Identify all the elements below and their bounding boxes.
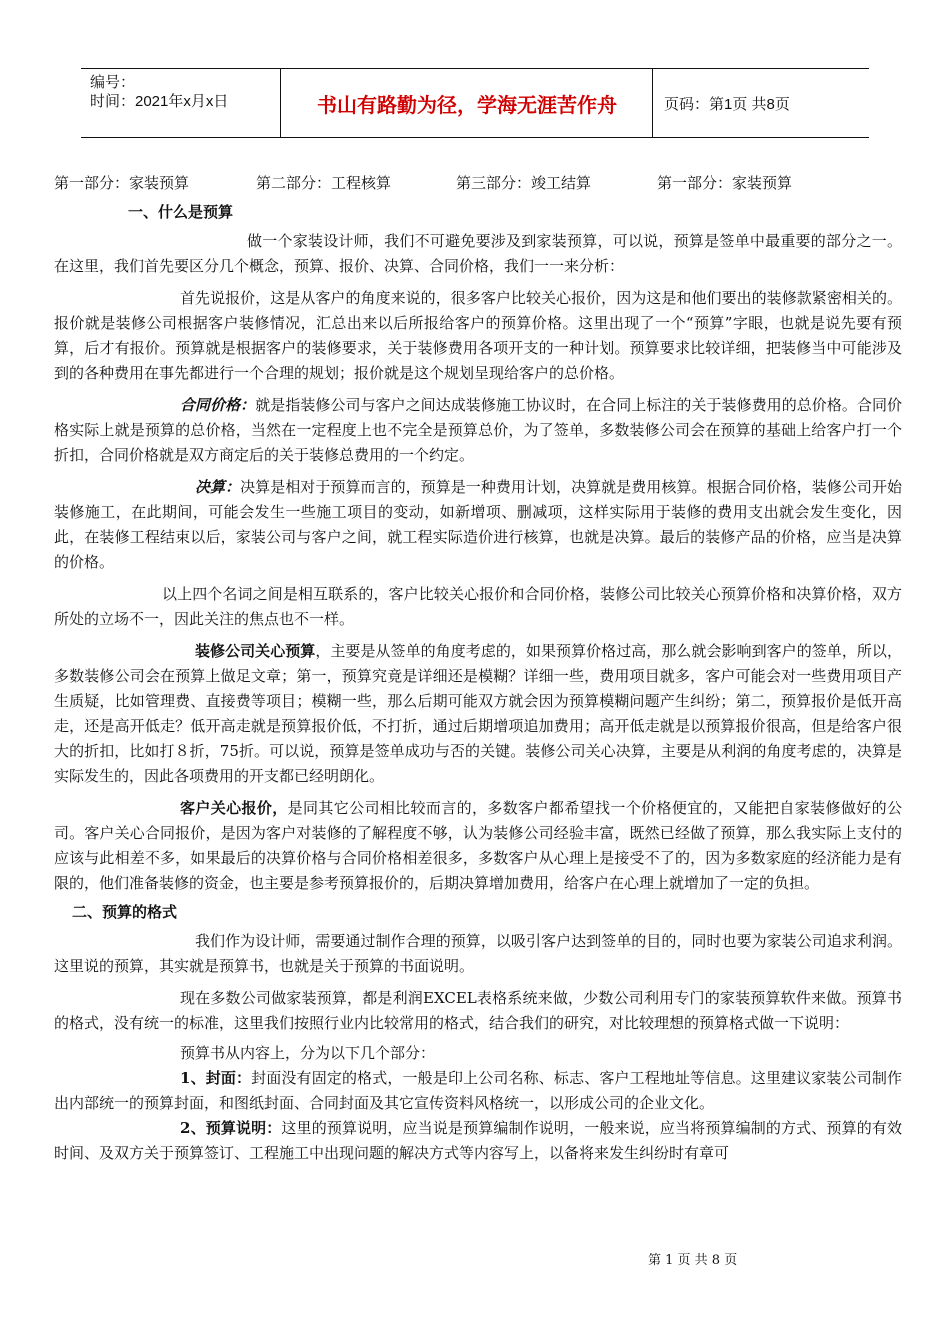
term-label: 客户关心报价， bbox=[180, 799, 288, 817]
term-label: 装修公司关心预算 bbox=[195, 642, 316, 660]
paragraph bbox=[54, 796, 902, 896]
section-index-item: 第二部分：工程核算 bbox=[256, 174, 392, 192]
document-date-label: 时间：2021年x月x日 bbox=[90, 93, 229, 110]
paragraph: 做一个家装设计师，我们不可避免要涉及到家装预算，可以说，预算是签单中最重要的部分之一。在这里，我们首先要区分几个概念，预算、报价、决算、合同价格，我们一一来分析： bbox=[54, 232, 902, 275]
paragraph bbox=[54, 393, 902, 468]
term-label: 1、封面： bbox=[180, 1069, 252, 1087]
section-index-item: 第一部分：家装预算 bbox=[657, 174, 793, 192]
paragraph bbox=[54, 1116, 902, 1166]
paragraph bbox=[54, 1066, 902, 1116]
document-number-label: 编号： bbox=[90, 74, 136, 91]
header-motto: 书山有路勤为径，学海无涯苦作舟 bbox=[282, 69, 653, 137]
header-meta-cell bbox=[81, 69, 281, 137]
term-label: 合同价格： bbox=[180, 396, 256, 414]
section-heading: 二、预算的格式 bbox=[72, 903, 178, 921]
document-header bbox=[81, 68, 869, 138]
paragraph-text: ，主要是从签单的角度考虑的，如果预算价格过高，那么就会影响到客户的签单，所以，多数装修公司会在预算上做足文章；第一，预算究竟是详细还是模糊？详细一些，费用项目就多，客户可能会对一些费用项目产生质疑，比如管理费、直接费等项目；模糊一些，那么后期可能双方就会因为预算模糊问题产生纠纷；第二，预算报价是低开高走，还是高开低走？低开高走就是预算报价低，不打折，通过后期增项追加费用；高开低走就是以预算报价很高，但是给客户很大的折扣，比如打８折，75折。可以说，预算是签单成功与否的关键。装修公司关心决算，主要是从利润的角度考虑的，决算是实际发生的，因此各项费用的开支都已经明朗化。 bbox=[54, 642, 902, 785]
paragraph bbox=[54, 475, 902, 575]
header-page-number: 页码：第1页 共8页 bbox=[664, 95, 790, 113]
document-body bbox=[54, 200, 902, 1166]
paragraph: 首先说报价，这是从客户的角度来说的，很多客户比较关心报价，因为这是和他们要出的装修款紧密相关的。报价就是装修公司根据客户装修情况，汇总出来以后所报给客户的预算价格。这里出现了一个“预算”字眼，也就是说先要有预算，后才有报价。预算就是根据客户的装修要求，关于装修费用各项开支的一种计划。预算要求比较详细，把装修当中可能涉及到的各种费用在事先都进行一个合理的规划；报价就是这个规划呈现给客户的总价格。 bbox=[54, 289, 902, 382]
paragraph: 以上四个名词之间是相互联系的，客户比较关心报价和合同价格，装修公司比较关心预算价格和决算价格，双方所处的立场不一，因此关注的焦点也不一样。 bbox=[54, 585, 902, 628]
paragraph bbox=[54, 639, 902, 789]
term-label: 决算： bbox=[195, 478, 241, 496]
paragraph-text: 决算是相对于预算而言的，预算是一种费用计划，决算就是费用核算。根据合同价格，装修公司开始装修施工，在此期间，可能会发生一些施工项目的变动，如新增项、删减项，这样实际用于装修的费用支出就会发生变化，因此，在装修工程结束以后，家装公司与客户之间，就工程实际造价进行核算，也就是决算。最后的装修产品的价格，应当是决算的价格。 bbox=[54, 478, 902, 571]
page-footer: 第 1 页 共 8 页 bbox=[648, 1253, 738, 1268]
paragraph: 我们作为设计师，需要通过制作合理的预算，以吸引客户达到签单的目的，同时也要为家装公司追求利润。这里说的预算，其实就是预算书，也就是关于预算的书面说明。 bbox=[54, 932, 902, 975]
paragraph: 现在多数公司做家装预算，都是利润EXCEL表格系统来做，少数公司利用专门的家装预算软件来做。预算书的格式，没有统一的标准，这里我们按照行业内比较常用的格式，结合我们的研究，对比较理想的预算格式做一下说明： bbox=[54, 989, 902, 1032]
paragraph-text: 这里的预算说明，应当说是预算编制作说明，一般来说，应当将预算编制的方式、预算的有效时间、及双方关于预算签订、工程施工中出现问题的解决方式等内容写上，以备将来发生纠纷时有章可 bbox=[54, 1119, 902, 1162]
section-index-item: 第一部分：家装预算 bbox=[54, 174, 190, 192]
paragraph: 预算书从内容上，分为以下几个部分： bbox=[180, 1044, 436, 1062]
term-label: 2、预算说明： bbox=[180, 1119, 282, 1137]
section-heading: 一、什么是预算 bbox=[128, 203, 234, 221]
section-index-item: 第三部分：竣工结算 bbox=[456, 174, 592, 192]
paragraph-text: 封面没有固定的格式，一般是印上公司名称、标志、客户工程地址等信息。这里建议家装公司制作出内部统一的预算封面，和图纸封面、合同封面及其它宣传资料风格统一，以形成公司的企业文化。 bbox=[54, 1069, 902, 1112]
paragraph-text: 就是指装修公司与客户之间达成装修施工协议时，在合同上标注的关于装修费用的总价格。合同价格实际上就是预算的总价格，当然在一定程度上也不完全是预算总价，为了签单，多数装修公司会在预算的基础上给客户打一个折扣，合同价格就是双方商定后的关于装修总费用的一个约定。 bbox=[54, 396, 902, 464]
paragraph-text: 是同其它公司相比较而言的，多数客户都希望找一个价格便宜的，又能把自家装修做好的公司。客户关心合同报价，是因为客户对装修的了解程度不够，认为装修公司经验丰富，既然已经做了预算，那么我实际上支付的应该与此相差不多，如果最后的决算价格与合同价格相差很多，多数客户从心理上是接受不了的，因为多数家庭的经济能力是有限的，他们准备装修的资金，也主要是参考预算报价的，后期决算增加费用，给客户在心理上就增加了一定的负担。 bbox=[54, 799, 902, 892]
